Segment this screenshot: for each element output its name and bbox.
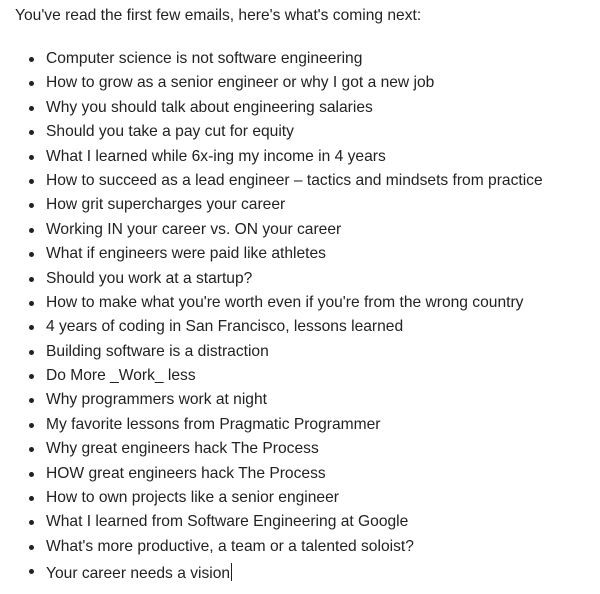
list-item-text: Why programmers work at night: [46, 391, 267, 409]
bullet-icon: [29, 228, 34, 233]
text-cursor: [231, 563, 232, 581]
bullet-icon: [29, 496, 34, 501]
list-item-text: 4 years of coding in San Francisco, lessons learned: [46, 318, 404, 336]
list-item-text: What if engineers were paid like athletes: [46, 245, 326, 263]
list-item-text: Building software is a distraction: [46, 342, 269, 360]
list-item: [0, 124, 543, 148]
list-item: [0, 222, 543, 246]
list-item-text: How to make what you're worth even if you're from the wrong country: [46, 293, 524, 311]
bullet-icon: [29, 398, 34, 403]
list-item: [0, 417, 543, 441]
list-item: [0, 75, 543, 99]
bullet-icon: [29, 545, 34, 550]
bullet-icon: [29, 423, 34, 428]
list-item: [0, 539, 543, 563]
list-item: [0, 100, 543, 124]
list-item: [0, 173, 543, 197]
list-item-text: Should you take a pay cut for equity: [46, 123, 294, 141]
list-item: [0, 197, 543, 221]
bullet-icon: [29, 252, 34, 257]
bullet-icon: [29, 57, 34, 62]
bullet-icon: [29, 325, 34, 330]
bullet-icon: [29, 277, 34, 282]
bullet-icon: [29, 203, 34, 208]
list-item: [0, 344, 543, 368]
list-item: [0, 319, 543, 343]
list-item-text: What I learned while 6x-ing my income in 4 years: [46, 147, 386, 165]
bullet-icon: [29, 81, 34, 86]
list-item: [0, 295, 543, 319]
bullet-icon: [29, 301, 34, 306]
list-item: [0, 490, 543, 514]
list-item-text: Should you work at a startup?: [46, 269, 253, 287]
list-item: [0, 149, 543, 173]
bullet-icon: [29, 374, 34, 379]
list-item: [0, 514, 543, 538]
bullet-icon: [29, 179, 34, 184]
list-item-text: How to succeed as a lead engineer – tactics and mindsets from practice: [46, 171, 543, 189]
list-item: [0, 246, 543, 270]
list-item-text: Computer science is not software engineering: [46, 50, 363, 67]
list-item: [0, 563, 543, 587]
list-item: [0, 466, 543, 490]
list-item-text: My favorite lessons from Pragmatic Programmer: [46, 415, 381, 433]
upcoming-emails-list: [0, 51, 543, 588]
bullet-icon: [29, 520, 34, 525]
list-item-text: Your career needs a vision: [46, 565, 231, 583]
bullet-icon: [29, 130, 34, 135]
bullet-icon: [29, 106, 34, 111]
bullet-icon: [29, 155, 34, 160]
bullet-icon: [29, 472, 34, 477]
list-item-text: HOW great engineers hack The Process: [46, 464, 326, 482]
list-item-text: Do More _Work_ less: [46, 367, 196, 385]
list-item-text: How to grow as a senior engineer or why I got a new job: [46, 74, 435, 92]
list-item: [0, 271, 543, 295]
list-item-text: What I learned from Software Engineering at Google: [46, 513, 409, 531]
list-item-text: Working IN your career vs. ON your career: [46, 220, 342, 238]
list-item-text: What's more productive, a team or a talented soloist?: [46, 537, 414, 555]
bullet-icon: [29, 569, 34, 574]
list-item-text: How to own projects like a senior engineer: [46, 489, 339, 507]
bullet-icon: [29, 350, 34, 355]
list-item-text: Why you should talk about engineering salaries: [46, 98, 373, 116]
list-item: [0, 368, 543, 392]
bullet-icon: [29, 447, 34, 452]
list-item-text: How grit supercharges your career: [46, 196, 286, 214]
list-item-text: Why great engineers hack The Process: [46, 440, 319, 458]
list-item: [0, 51, 543, 75]
list-item: [0, 392, 543, 416]
intro-text: You've read the first few emails, here's what's coming next:: [15, 7, 422, 24]
list-item: [0, 441, 543, 465]
